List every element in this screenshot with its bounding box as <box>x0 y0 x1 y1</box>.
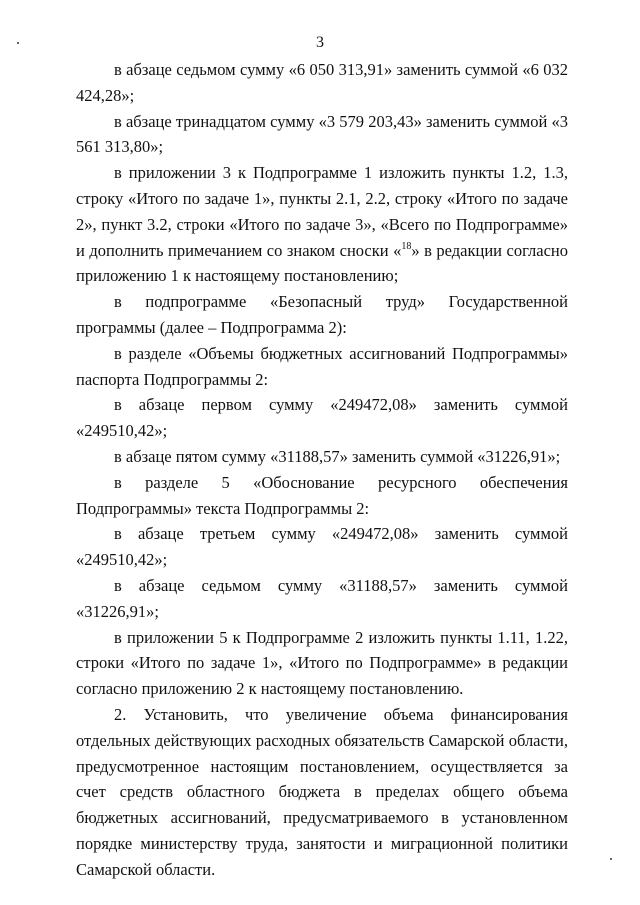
paragraph-11: в приложении 5 к Подпрограмме 2 изложить пункты 1.11, 1.22, строки «Итого по задаче 1», «Итого по Подпрограмме» в редакции согласно приложению 2 к настоящему постановлению. <box>76 627 568 699</box>
footnote-superscript: 18 <box>401 240 412 252</box>
paragraph-5: в разделе «Объемы бюджетных ассигнований Подпрограммы» паспорта Подпрограммы 2: <box>76 343 568 389</box>
paragraph-4: в подпрограмме «Безопасный труд» Государственной программы (далее – Подпрограмма 2): <box>76 292 568 337</box>
paragraph-7: в абзаце пятом сумму «31188,57» заменить суммой «31226,91»; <box>114 446 561 466</box>
paragraph-8: в разделе 5 «Обоснование ресурсного обеспечения Подпрограммы» текста Подпрограммы 2: <box>76 472 568 518</box>
paragraph-12: 2. Установить, что увеличение объема финансирования отдельных действующих расходных обязательств Самарской области, предусмотренное настоящим постановлением, осуществляется за счет средств областного бюджета в пределах общего объема бюджетных ассигнований, предусматриваемого в установленном порядке министерству труда, занятости и миграционной политики Самарской области. <box>76 704 568 879</box>
paragraph-6: в абзаце первом сумму «249472,08» заменить суммой «249510,42»; <box>76 395 568 441</box>
paragraph-3 <box>76 160 568 289</box>
paragraph-9: в абзаце третьем сумму «249472,08» заменить суммой «249510,42»; <box>76 524 568 570</box>
document-body <box>76 57 568 883</box>
page-number: 3 <box>316 34 324 51</box>
paragraph-2: в абзаце тринадцатом сумму «3 579 203,43» заменить суммой «3 561 313,80»; <box>76 111 568 157</box>
paragraph-3-text-after: » в редакции согласно приложению 1 к настоящему постановлению; <box>76 240 568 286</box>
paragraph-3-text-before: в приложении 3 к Подпрограмме 1 изложить пункты 1.2, 1.3, строку «Итого по задаче 1», пункты 2.1, 2.2, строку «Итого по задаче 2», пункт 3.2, строки «Итого по задаче 3», «Всего по Подпрограмме» и дополнить примечанием со знаком сноски « <box>76 163 568 260</box>
paragraph-10: в абзаце седьмом сумму «31188,57» заменить суммой «31226,91»; <box>76 575 568 621</box>
paragraph-1: в абзаце седьмом сумму «6 050 313,91» заменить суммой «6 032 424,28»; <box>76 60 568 105</box>
scan-mark <box>610 858 612 860</box>
scan-mark <box>17 42 19 44</box>
